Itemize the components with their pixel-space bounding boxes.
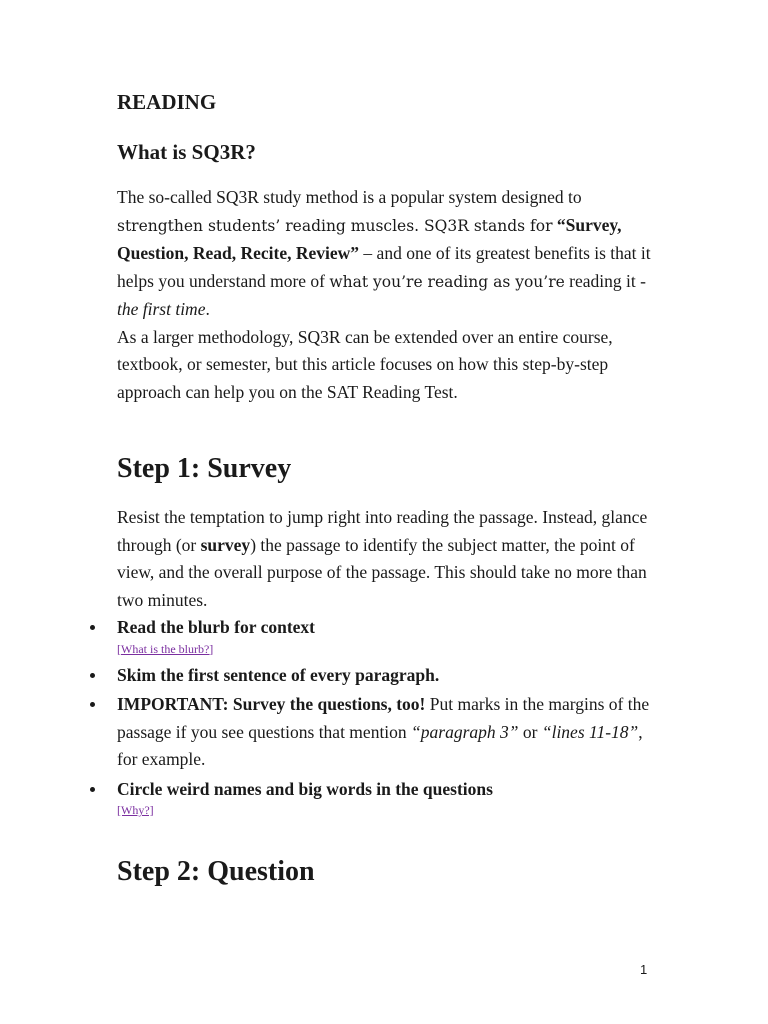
step1-text-b: ) the passage to identify the subject matter, the point of view, and the overall purpose of the passage. This should take no more than two minutes. (117, 534, 647, 610)
intro-paragraph-2: As a larger methodology, SQ3R can be extended over an entire course, textbook, or semester, but this article focuses on how this step-by-step approach can help you on the SAT Reading Test. (117, 326, 613, 402)
section-heading-sq3r: What is SQ3R? (117, 140, 256, 164)
bullet-blurb: Read the blurb for context (117, 617, 315, 637)
bullet-skim: Skim the first sentence of every paragraph. (117, 664, 440, 685)
bullet-important-bold: IMPORTANT: Survey the questions, too! (117, 694, 426, 714)
intro-text-6: reading it - (569, 270, 646, 291)
step1-bold-survey: survey (200, 534, 251, 555)
bullet-icon (90, 702, 95, 707)
quote-lines: “lines 11-18” (541, 721, 639, 742)
quote-paragraph: “paragraph 3” (411, 721, 519, 742)
why-link[interactable]: [Why?] (117, 803, 154, 817)
bullet-icon (90, 787, 95, 792)
list-item (117, 776, 662, 818)
intro-paragraph (117, 184, 662, 324)
step1-paragraph (117, 504, 662, 614)
step1-bullet-list (117, 614, 662, 817)
bullet-circle: Circle weird names and big words in the questions (117, 778, 493, 799)
intro-emphasis: the first time (117, 299, 206, 319)
document-heading: READING (117, 90, 217, 114)
bullet-important-text: Put marks in the margins of the passage if you see questions that mention (117, 694, 650, 742)
blurb-link[interactable]: [What is the blurb?] (117, 641, 214, 656)
step1-heading: Step 1: Survey (117, 453, 292, 484)
bullet-or: or (518, 721, 542, 742)
page-number: 1 (640, 962, 648, 977)
list-item (117, 691, 662, 774)
intro-text-4: – and one of its greatest benefits is that it helps you understand more of (117, 243, 651, 291)
bullet-important-end: , for example. (117, 721, 643, 769)
intro-text-1: The so-called SQ3R study method is a popular system designed to (117, 187, 582, 207)
sq3r-expansion: “Survey, Question, Read, Recite, Review” (117, 214, 622, 263)
bullet-icon (90, 625, 95, 630)
intro-text-5: what you’re reading as you’re (329, 272, 565, 291)
intro-text-2: strengthen students’ reading muscles. SQ3R stands for (117, 216, 553, 235)
list-item (117, 614, 662, 656)
step1-text-a: Resist the temptation to jump right into reading the passage. Instead, glance through (or (117, 507, 648, 555)
intro-text-8: . (205, 299, 210, 319)
list-item (117, 662, 662, 690)
document-body (117, 88, 662, 889)
bullet-important (117, 694, 649, 769)
step2-heading: Step 2: Question (117, 856, 315, 887)
bullet-icon (90, 673, 95, 678)
